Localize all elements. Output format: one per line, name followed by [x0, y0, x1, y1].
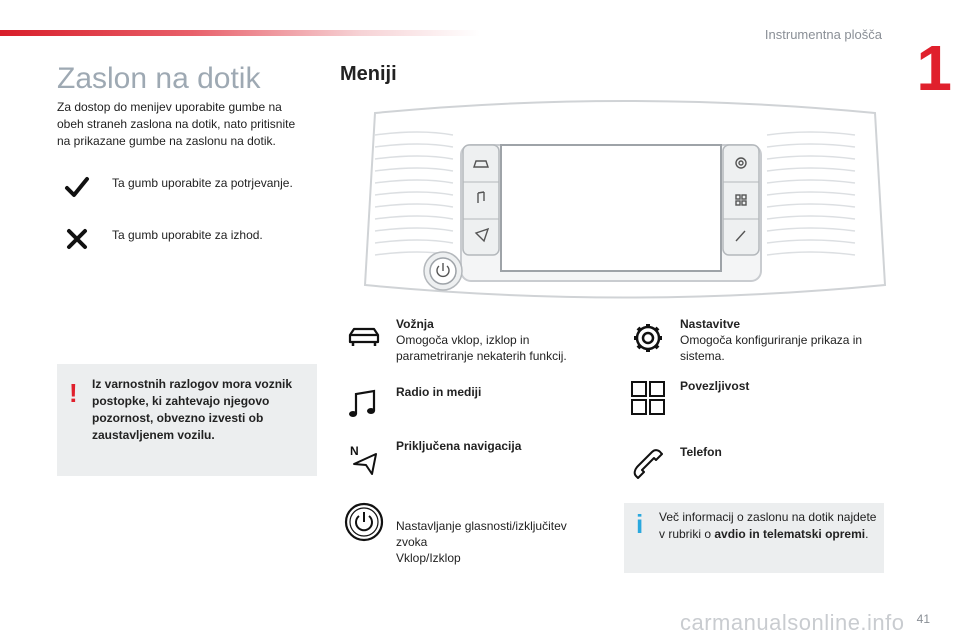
header-accent-bar — [0, 30, 480, 36]
settings-desc: Omogoča konfiguriranje prikaza in sistema. — [680, 333, 863, 363]
music-note-icon — [344, 384, 384, 424]
navigation-icon — [344, 438, 384, 478]
car-icon — [344, 316, 384, 356]
cross-icon — [64, 226, 90, 252]
phone-label: Telefon — [680, 445, 722, 459]
page-title: Zaslon na dotik — [57, 62, 261, 95]
menu-item-power-volume — [344, 502, 586, 566]
confirm-legend — [64, 174, 293, 200]
exit-text: Ta gumb uporabite za izhod. — [112, 228, 263, 242]
intro-paragraph: Za dostop do menijev uporabite gumbe na obeh straneh zaslona na dotik, nato pritisnite na prikazane gumbe na zaslonu na dotik. — [57, 100, 296, 148]
menu-item-phone — [628, 444, 880, 484]
menu-item-driving — [344, 316, 586, 364]
warning-box — [57, 364, 317, 476]
apps-grid-icon — [628, 378, 668, 418]
driving-label: Vožnja — [396, 317, 434, 331]
driving-desc: Omogoča vklop, izklop in parametriranje nekaterih funkcij. — [396, 333, 567, 363]
chapter-title: Instrumentna plošča — [764, 27, 882, 42]
radio-media-label: Radio in mediji — [396, 385, 482, 399]
page-number: 41 — [916, 612, 930, 626]
power-icon — [344, 502, 384, 542]
gear-icon — [628, 316, 668, 356]
menu-item-navigation — [344, 438, 586, 478]
nav-letter: N — [350, 444, 359, 458]
menus-title: Meniji — [340, 63, 397, 85]
power-volume-desc: Nastavljanje glasnosti/izključitev zvoka Vklop/Izklop — [396, 519, 567, 565]
info-icon: i — [636, 509, 644, 539]
menu-item-settings — [628, 316, 880, 364]
touchscreen-console-illustration — [355, 95, 895, 305]
warning-icon: ! — [69, 378, 78, 408]
checkmark-icon — [64, 174, 90, 200]
navigation-label: Priključena navigacija — [396, 439, 522, 453]
menu-item-radio-media — [344, 384, 586, 424]
warning-text: Iz varnostnih razlogov mora voznik postopke, ki zahtevajo njegovo pozornost, obvezno izvesti ob zaustavljenem vozilu. — [92, 377, 293, 442]
confirm-text: Ta gumb uporabite za potrjevanje. — [112, 176, 293, 190]
connectivity-label: Povezljivost — [680, 379, 750, 393]
chapter-number: 1 — [916, 32, 952, 104]
settings-label: Nastavitve — [680, 317, 741, 331]
info-box — [624, 503, 884, 573]
watermark: carmanualsonline.info — [680, 610, 905, 635]
menu-item-connectivity — [628, 378, 880, 418]
info-text: Več informacij o zaslonu na dotik najdete v rubriki o avdio in telematski opremi. — [659, 510, 877, 541]
phone-icon — [628, 444, 668, 484]
exit-legend — [64, 226, 263, 252]
